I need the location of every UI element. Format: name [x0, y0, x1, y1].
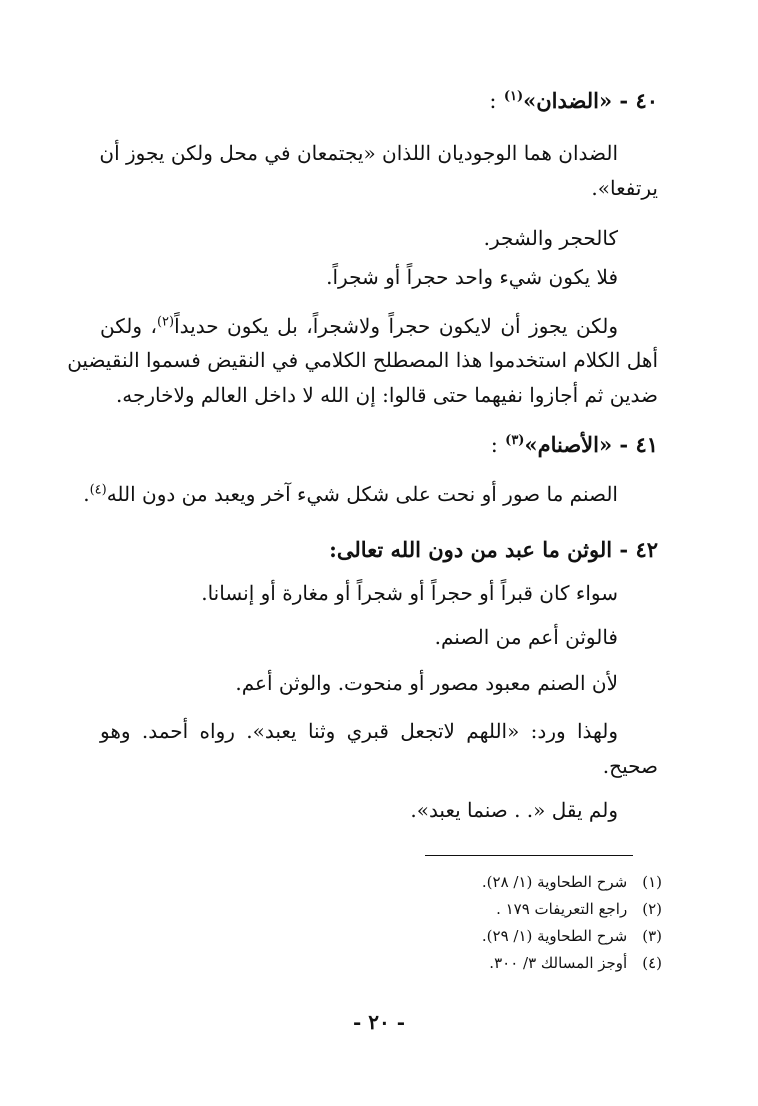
footnote-1 — [200, 871, 662, 893]
section-40-number: ٤٠ - — [619, 88, 658, 113]
footnote-1-text: شرح الطحاوية (١/ ٢٨). — [481, 873, 628, 891]
page-number: - ٢٠ - — [352, 1010, 405, 1034]
footnote-4-number: (٤) — [642, 954, 662, 972]
section-41-number: ٤١ - — [619, 432, 658, 457]
section-40-clarification-line-2: أهل الكلام استخدموا هذا المصطلح الكلامي في النقيض فسموا النقيضين — [67, 348, 658, 372]
section-42-hadith-line-1: ولهذا ورد: «اللهم لاتجعل قبري وثنا يعبد». رواه أحمد. وهو — [100, 719, 618, 743]
section-40-consequence: فلا يكون شيء واحد حجراً أو شجراً. — [326, 265, 618, 289]
section-40-definition-line-2: يرتفعا». — [591, 176, 658, 200]
section-42-line-1: سواء كان قبراً أو حجراً أو شجراً أو مغارة أو إنسانا. — [201, 581, 618, 605]
section-41-definition — [83, 479, 618, 509]
footnote-4 — [200, 952, 662, 974]
clarification-text-end: ، ولكن — [100, 314, 157, 338]
footnote-3-number: (٣) — [642, 927, 662, 945]
footnote-2 — [200, 898, 662, 920]
section-42-heading: ٤٢ - الوثن ما عبد من دون الله تعالى: — [329, 537, 658, 562]
footnote-ref-2: (٢) — [156, 314, 175, 330]
section-42-line-2: فالوثن أعم من الصنم. — [434, 625, 618, 649]
section-42-hadith-line-2: صحيح. — [602, 754, 658, 778]
section-42-line-3: لأن الصنم معبود مصور أو منحوت. والوثن أعم. — [235, 671, 618, 695]
section-40-clarification-line-3: ضدين ثم أجازوا نفيهما حتى قالوا: إن الله لا داخل العالم ولاخارجه. — [115, 383, 658, 407]
section-40-colon: : — [489, 89, 497, 113]
footnote-divider — [425, 855, 633, 856]
footnote-1-number: (١) — [642, 873, 662, 891]
footnote-ref-3: (٣) — [505, 433, 525, 448]
section-42-last-line: ولم يقل «. . صنما يعبد». — [410, 798, 618, 822]
section-40-title: «الضدان» — [523, 88, 613, 113]
clarification-text: ولكن يجوز أن لايكون حجراً ولاشجراً، بل يكون حديداً — [174, 314, 618, 338]
section-40-clarification-line-1 — [100, 311, 618, 341]
footnote-2-text: راجع التعريفات ١٧٩ . — [496, 900, 628, 918]
section-41-heading — [100, 430, 658, 460]
footnote-ref-1: (١) — [503, 89, 524, 104]
footnote-ref-4: (٤) — [89, 482, 107, 498]
section-41-definition-text: الصنم ما صور أو نحت على شكل شيء آخر ويعبد من دون الله — [106, 482, 618, 506]
section-40-definition-line-1: الضدان هما الوجوديان اللذان «يجتمعان في محل ولكن يجوز أن — [99, 141, 618, 165]
footnote-2-number: (٢) — [642, 900, 662, 918]
section-41-colon: : — [490, 433, 498, 457]
section-41-definition-end: . — [83, 482, 90, 506]
footnote-3-text: شرح الطحاوية (١/ ٢٩). — [481, 927, 628, 945]
section-40-heading — [100, 86, 658, 116]
footnote-4-text: أوجز المسالك ٣/ ٣٠٠. — [489, 954, 628, 972]
section-40-example: كالحجر والشجر. — [483, 226, 618, 250]
footnote-3 — [200, 925, 662, 947]
section-41-title: «الأصنام» — [524, 432, 613, 457]
